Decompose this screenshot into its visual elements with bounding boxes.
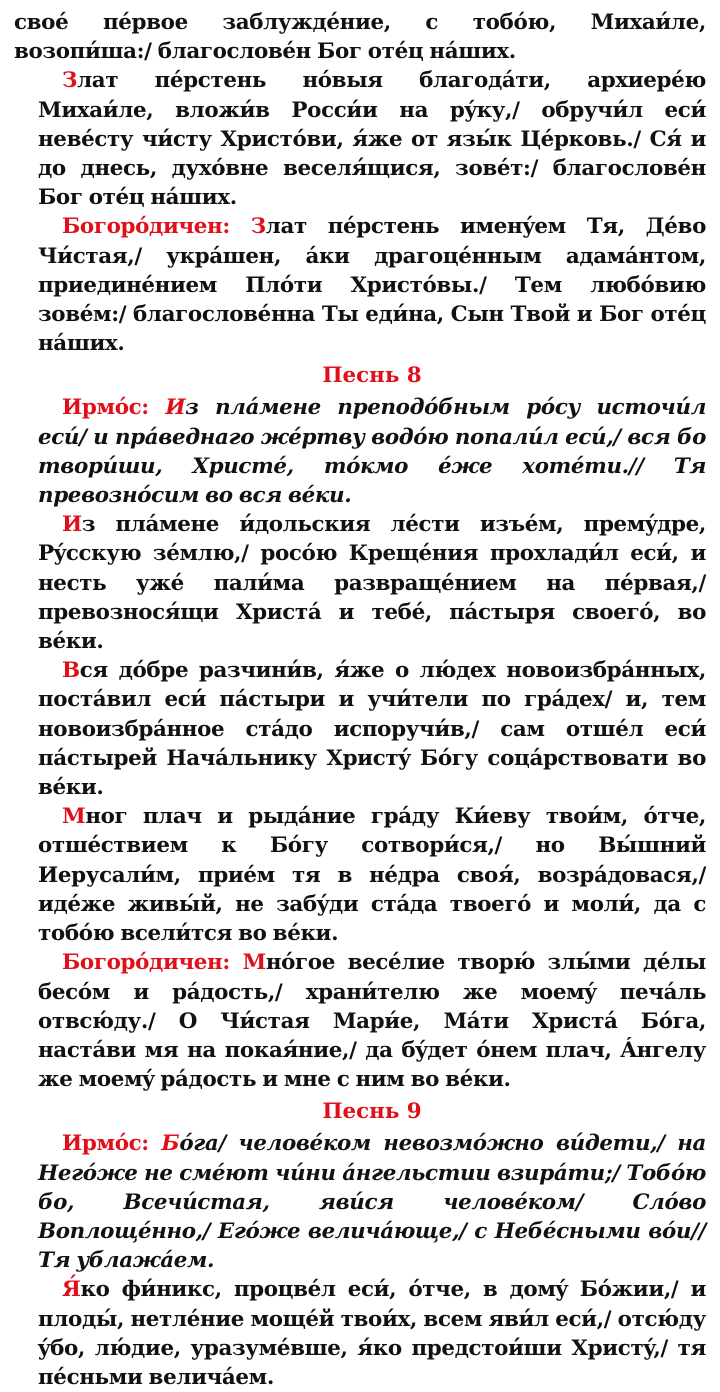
drop-initial: И <box>165 395 186 421</box>
drop-initial: З <box>250 214 266 240</box>
irmos-paragraph <box>38 393 706 510</box>
troparion-paragraph <box>38 1275 706 1392</box>
ode-8-heading: Песнь 8 <box>322 363 422 389</box>
paragraph-text: з плáмене преподóбным рóсу источи́л еси́/ и прáведнаго жéртву водóю попали́л еси́,/ вся бо твори́ши, Христé, тóкмо éже хотéти.// Тя превознóсим во вся вéки. <box>38 395 707 509</box>
paragraph-text: своé пéрвое заблуждéние, с тобóю, Михаи́ле, возопи́ша:/ благословéн Бог отéц нáших. <box>14 10 706 65</box>
paragraph-text: з плáмене и́дольския лéсти изъéм, премýдре, Рýсскую зéмлю,/ росóю Крещéния прохлади́л еси́, и несть ужé пали́ма развращéнием на пéрвая,/ превознося́щи Христá и тебé, пáстыря своегó, во вéки. <box>38 512 706 655</box>
troparion-paragraph <box>38 510 706 656</box>
irmos-label: Ирмóс: <box>62 395 149 421</box>
paragraph-text: ся дóбре разчини́в, я́же о лю́дех новоизбрáнных, постáвил еси́ пáстыри и учи́тели по грáдех/ и, тем новоизбрáнное стáдо испоручи́в,/ сам отшéл еси́ пáстырей Начáльнику Христý Бóгу соцáрствовати во вéки. <box>38 658 706 801</box>
drop-initial: И <box>62 512 82 538</box>
drop-initial: Я <box>62 1277 81 1303</box>
drop-initial: М <box>242 950 266 976</box>
theotokion-paragraph <box>38 212 706 358</box>
paragraph-text: лат пéрстень нóвыя благодáти, архиерéю Михаи́ле, вложи́в Росси́и на рýку,/ обручи́л еси́ невéсту чи́сту Христóви, я́же от язы́к Цéрковь./ Ся́ и до днесь, духóвне веселя́щися, зовéт:/ благословéн Бог отéц нáших. <box>38 68 706 211</box>
troparion-paragraph <box>38 66 706 212</box>
theotokion-label: Богорóдичен: <box>62 214 230 240</box>
paragraph-text: óга/ человéком невозмóжно ви́дети,/ на Негóже не смéют чи́ни áнгельстии взирáти;/ Тобóю бо, Всечи́стая, яви́ся человéком/ Слóво Воплощéнно,/ Егóже величáюще,/ с Небéсными вóи// Тя ублажáем. <box>38 1131 706 1274</box>
ode-9-heading: Песнь 9 <box>322 1099 422 1125</box>
irmos-paragraph <box>38 1129 706 1275</box>
paragraph-text: лат пéрстень именýем Тя, Дéво Чи́стая,/ укрáшен, áки драгоцéнным адамáнтом, приединéнием Плóти Христóвы./ Тем любóвию зовéм:/ благословéнна Ты еди́на, Сын Твой и Бог отéц нáших. <box>38 214 706 357</box>
continuation-paragraph <box>14 8 706 66</box>
theotokion-paragraph <box>38 948 706 1094</box>
drop-initial: М <box>62 804 86 830</box>
paragraph-text: ног плач и рыдáние грáду Ки́еву твои́м, óтче, отшéствием к Бóгу сотвори́ся,/ но Вы́шний Иерусали́м, приéм тя в нéдра своя́, возрáдовася,/ идéже живы́й, не забýди стáда твоегó и моли́, да с тобóю всели́тся во вéки. <box>38 804 706 947</box>
drop-initial: В <box>62 658 80 684</box>
paragraph-text: нóгое весéлие творю́ злы́ми дéлы бесóм и рáдость,/ храни́телю же моемý печáль отвсю́ду./ О Чи́стая Мари́е, Мáти Христá Бóга, настáви мя на покая́ние,/ да бýдет óнем плач, Áнгелу же моемý рáдость и мне с ним во вéки. <box>38 950 706 1093</box>
drop-initial: З <box>62 68 78 94</box>
drop-initial: Б <box>161 1131 180 1157</box>
troparion-paragraph <box>38 802 706 948</box>
irmos-label: Ирмóс: <box>62 1131 149 1157</box>
theotokion-label: Богорóдичен: <box>62 950 230 976</box>
troparion-paragraph <box>38 656 706 802</box>
paragraph-text: ́ко фи́никс, процвéл еси́, óтче, в домý Бóжии,/ и плоды́, нетлéние мощéй твои́х, всем яви́л еси́,/ отсю́ду ýбо, лю́дие, уразумéвше, я́ко предстои́ши Христý,/ тя пéсньми величáем. <box>38 1277 706 1390</box>
